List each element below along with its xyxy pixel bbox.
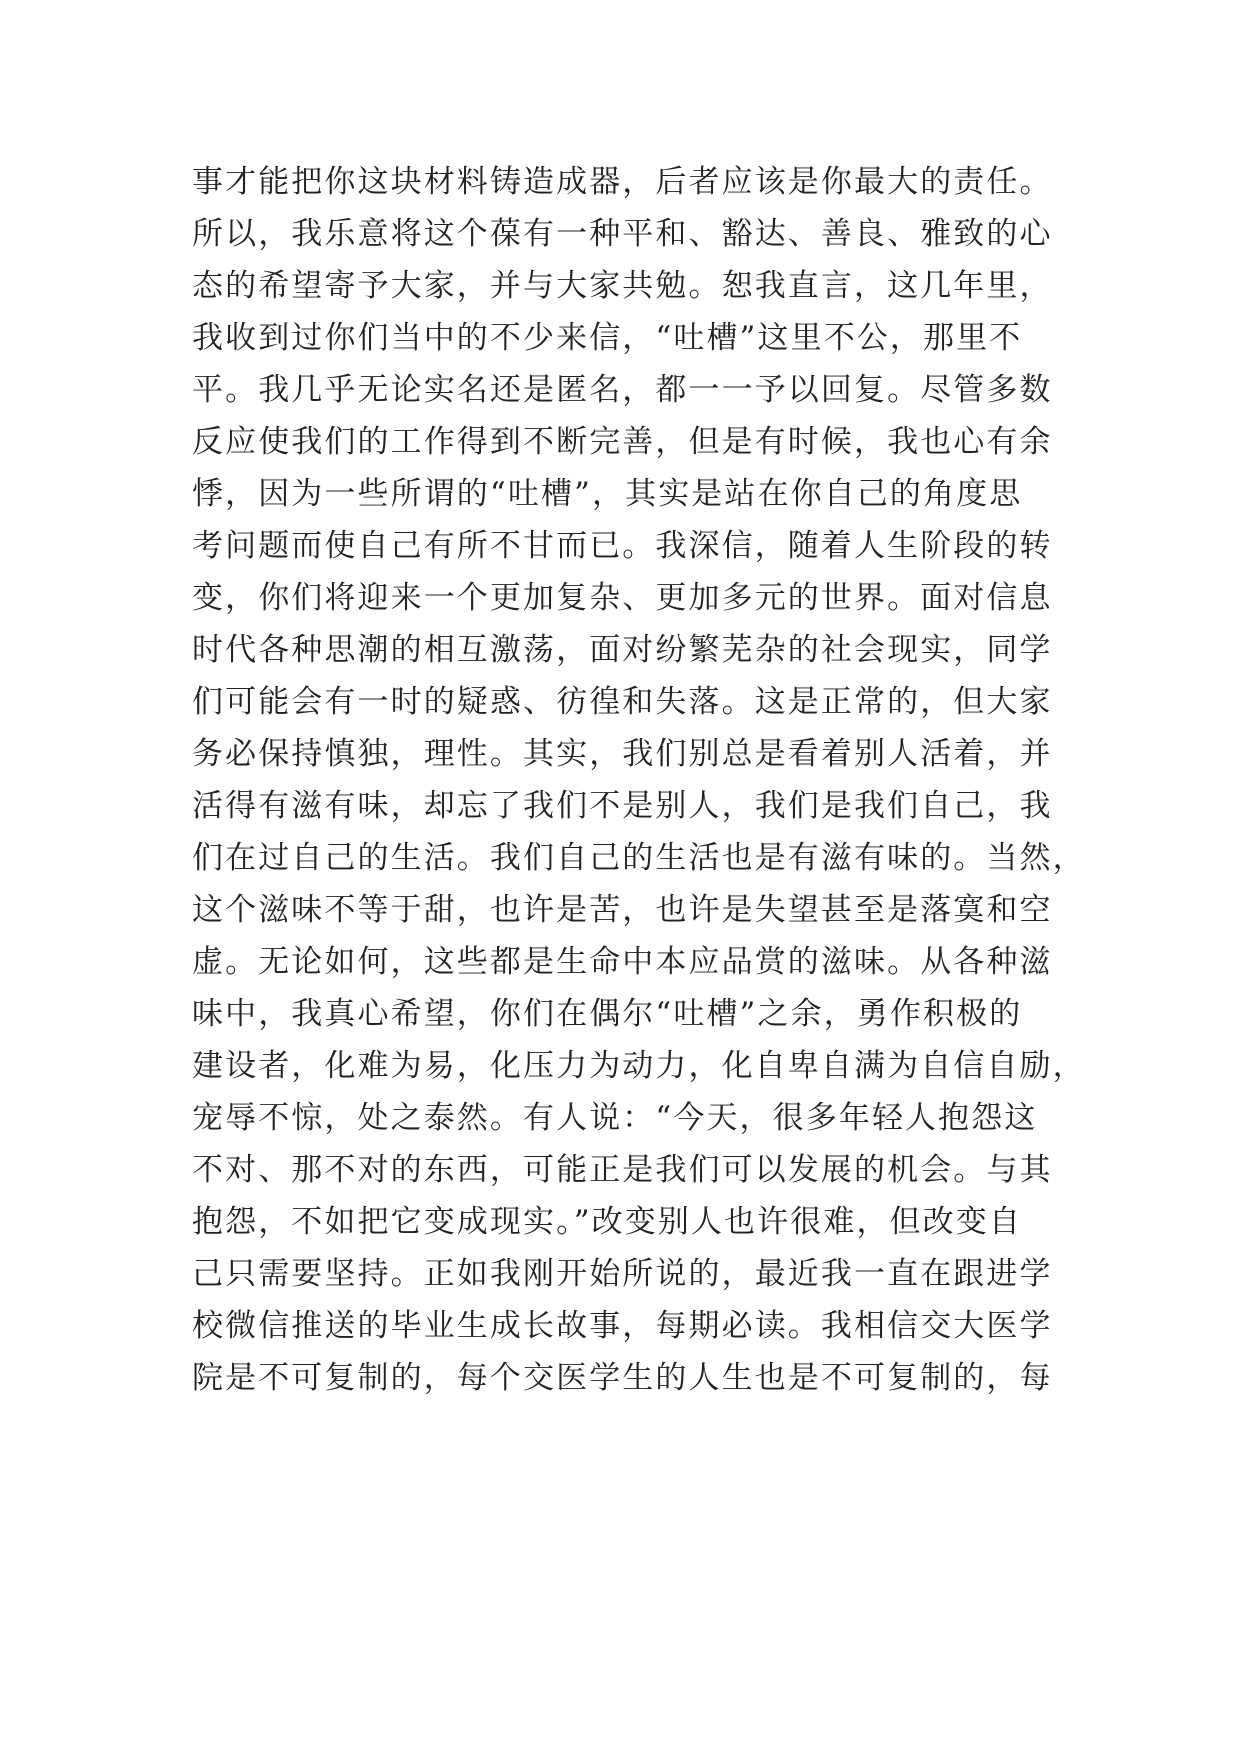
- text-line-24: 院是不可复制的，每个交医学生的人生也是不可复制的，每: [192, 1360, 1053, 1396]
- text-line-19: 宠辱不惊，处之泰然。有人说：“今天，很多年轻人抱怨这: [192, 1100, 1038, 1136]
- text-line-10: 时代各种思潮的相互激荡，面对纷繁芜杂的社会现实，同学: [192, 632, 1053, 668]
- text-line-15: 这个滋味不等于甜，也许是苦，也许是失望甚至是落寞和空: [192, 892, 1053, 928]
- text-line-2: 所以，我乐意将这个葆有一种平和、豁达、善良、雅致的心: [192, 216, 1053, 252]
- text-line-18: 建设者，化难为易，化压力为动力，化自卑自满为自信自励，: [192, 1048, 1086, 1084]
- text-line-20: 不对、那不对的东西，可能正是我们可以发展的机会。与其: [192, 1152, 1053, 1188]
- text-line-3: 态的希望寄予大家，并与大家共勉。恕我直言，这几年里，: [192, 268, 1053, 304]
- text-line-5: 平。我几乎无论实名还是匿名，都一一予以回复。尽管多数: [192, 372, 1053, 408]
- text-line-8: 考问题而使自己有所不甘而已。我深信，随着人生阶段的转: [192, 528, 1053, 564]
- text-line-4: 我收到过你们当中的不少来信，“吐槽”这里不公，那里不: [192, 320, 1023, 356]
- text-line-21: 抱怨，不如把它变成现实。”改变别人也许很难，但改变自: [192, 1204, 1022, 1240]
- text-line-9: 变，你们将迎来一个更加复杂、更加多元的世界。面对信息: [192, 580, 1053, 616]
- text-line-1: 事才能把你这块材料铸造成器，后者应该是你最大的责任。: [192, 164, 1053, 200]
- text-line-22: 己只需要坚持。正如我刚开始所说的，最近我一直在跟进学: [192, 1256, 1053, 1292]
- text-line-16: 虚。无论如何，这些都是生命中本应品赏的滋味。从各种滋: [192, 944, 1053, 980]
- text-line-11: 们可能会有一时的疑惑、彷徨和失落。这是正常的，但大家: [192, 684, 1053, 720]
- text-line-14: 们在过自己的生活。我们自己的生活也是有滋有味的。当然，: [192, 840, 1086, 876]
- text-line-6: 反应使我们的工作得到不断完善，但是有时候，我也心有余: [192, 424, 1053, 460]
- text-line-23: 校微信推送的毕业生成长故事，每期必读。我相信交大医学: [192, 1308, 1053, 1344]
- text-line-7: 悸，因为一些所谓的“吐槽”，其实是站在你自己的角度思: [192, 476, 1023, 512]
- text-line-13: 活得有滋有味，却忘了我们不是别人，我们是我们自己，我: [192, 788, 1053, 824]
- body-text: [192, 156, 1086, 1404]
- text-line-17: 味中，我真心希望，你们在偶尔“吐槽”之余，勇作积极的: [192, 996, 1023, 1032]
- text-line-12: 务必保持慎独，理性。其实，我们别总是看着别人活着，并: [192, 736, 1053, 772]
